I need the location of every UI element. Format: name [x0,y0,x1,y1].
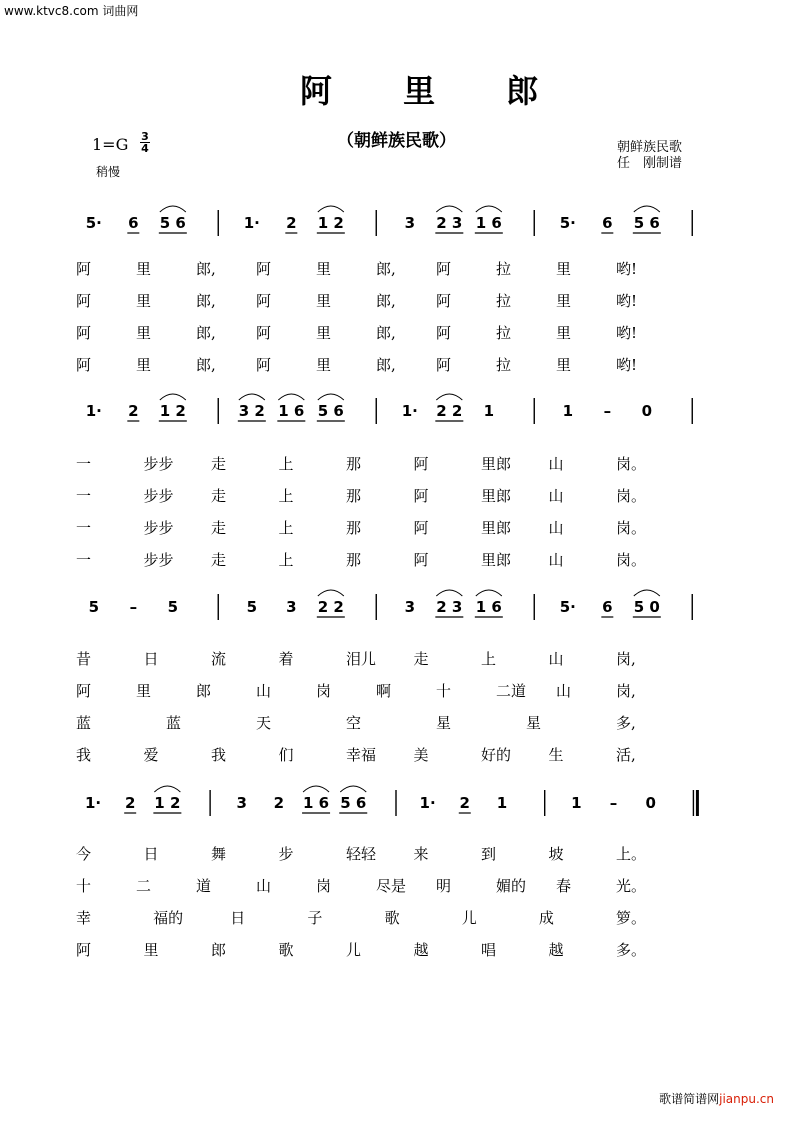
note-glyph: 5 6 [159,214,186,232]
lyric-word: 走 [413,650,429,668]
slur [476,206,502,212]
lyric-word: 郎, [196,292,216,310]
note-glyph: 1 6 [278,402,305,420]
slur [160,206,186,212]
lyric-word: 歌 [278,941,294,959]
note-glyph: 1· [84,794,102,812]
note-glyph: 2 3 [436,214,463,232]
lyric-word: 上 [481,650,497,668]
lyric-word: 坡 [548,845,564,863]
lyric-word: 我 [211,746,227,764]
note-glyph: 1· [419,794,436,812]
lyric-word: 里 [316,260,332,278]
footer-credit [659,1090,774,1107]
lyric-word: 步步 [143,551,174,569]
note-glyph: 1 [496,794,508,812]
note-glyph: 2 [459,794,470,812]
note-glyph: 2 2 [317,598,344,616]
lyric-word: 哟! [616,324,638,342]
note-glyph: 2 3 [436,598,463,616]
lyric-word: 十 [436,682,452,700]
lyric-word: 哟! [616,292,638,310]
slur [154,786,180,792]
lyric-word: 阿 [76,260,92,278]
lyric-word: 山 [256,682,272,700]
lyric-word: 阿 [76,292,92,310]
lyric-word: 岗 [316,682,332,700]
lyric-word: 山 [556,682,572,700]
lyric-word: 福的 [153,909,184,927]
lyric-word: 拉 [496,324,512,342]
lyric-word: 流 [211,650,227,668]
slur [239,394,265,400]
lyric-word: 哟! [616,260,638,278]
slur [476,590,502,596]
lyric-word: 多。 [616,941,647,959]
lyric-word: 阿 [436,356,452,374]
lyric-word: 阿 [256,260,272,278]
note-glyph: 5 [246,598,258,616]
lyric-word: 阿 [76,324,92,342]
note-glyph: 5 [88,598,100,616]
lyric-word: 媚的 [496,877,527,895]
lyric-word: 拉 [496,292,512,310]
lyric-word: 阿 [76,356,92,374]
lyric-word: 山 [548,551,564,569]
note-glyph: 2 [124,794,136,812]
lyric-word: 阿 [436,292,452,310]
lyric-word: 步步 [143,519,174,537]
slur [634,590,660,596]
note-glyph: 1 2 [317,214,344,232]
footer-site-url: jianpu.cn [719,1092,774,1106]
lyric-word: 昔 [76,650,92,668]
note-glyph: 3 [236,794,247,812]
song-subtitle: （朝鲜族民歌） [337,131,456,151]
note-glyph: 2 [286,214,297,232]
slur [318,206,344,212]
key-signature: 1=G [92,135,129,154]
lyric-word: 明 [436,877,452,895]
lyric-word: 二道 [496,682,527,700]
note-glyph: 1 6 [475,214,502,232]
lyric-word: 里 [316,292,332,310]
lyric-word: 子 [307,909,323,927]
note-glyph: 1 [483,402,495,420]
lyric-word: 阿 [76,682,92,700]
lyric-word: 岗。 [616,551,647,569]
lyric-word: 郎 [196,682,212,700]
note-glyph: 5 6 [340,794,367,812]
slur [318,590,344,596]
lyric-word: 里 [556,260,572,278]
lyric-word: 唱 [481,941,497,959]
lyric-word: 山 [548,487,564,505]
lyric-word: 美 [413,746,429,764]
lyric-word: 春 [556,877,572,895]
note-glyph: 5 0 [633,598,660,616]
lyric-word: 日 [143,650,159,668]
lyric-word: 那 [346,455,362,473]
slur [340,786,366,792]
note-glyph: – [609,794,618,812]
lyric-word: 幸 [76,909,92,927]
lyric-word: 岗, [616,682,636,700]
note-glyph: 1 2 [159,402,186,420]
lyric-word: 郎, [376,356,396,374]
lyric-word: 阿 [76,941,92,959]
lyric-word: 阿 [436,324,452,342]
note-glyph: 5 6 [317,402,344,420]
tempo-marking: 稍慢 [96,165,121,179]
lyric-word: 天 [256,714,272,732]
note-glyph: 1· [401,402,418,420]
lyric-word: 光。 [616,877,647,895]
lyric-word: 生 [548,746,564,764]
lyric-word: 十 [76,877,92,895]
lyric-word: 郎, [376,324,396,342]
lyric-word: 蓝 [166,714,182,732]
lyric-word: 尽是 [376,877,407,895]
lyric-word: 道 [196,877,212,895]
lyric-word: 岗 [316,877,332,895]
note-glyph: 2 [273,794,285,812]
note-glyph: 2 2 [436,402,463,420]
lyric-word: 上。 [616,845,647,863]
lyric-word: 里 [143,941,159,959]
lyric-word: 步步 [143,487,174,505]
lyric-word: 里 [316,356,332,374]
lyric-word: 一 [76,455,92,473]
lyric-word: 啊 [376,682,392,700]
lyric-word: 阿 [413,455,429,473]
lyric-word: 着 [278,650,294,668]
note-glyph: 3 [404,598,416,616]
lyric-word: 阿 [413,551,429,569]
note-glyph: – [129,598,138,616]
note-glyph: 5 6 [633,214,660,232]
lyric-word: 儿 [346,941,362,959]
lyric-word: 爱 [143,746,159,764]
lyric-word: 我 [76,746,92,764]
note-glyph: 2 [128,402,139,420]
note-glyph: 5· [559,214,576,232]
lyric-word: 上 [278,455,294,473]
lyric-word: 里郎 [481,455,512,473]
note-glyph: 3 [286,598,297,616]
note-glyph: 3 [404,214,416,232]
lyric-word: 阿 [256,292,272,310]
lyric-word: 里 [136,682,152,700]
slur [303,786,329,792]
note-glyph: 1 6 [475,598,502,616]
note-glyph: 1· [85,402,102,420]
note-glyph: 6 [602,214,613,232]
slur [436,394,462,400]
lyric-word: 箩。 [616,909,647,927]
lyric-word: 里 [136,356,152,374]
note-glyph: 0 [641,402,653,420]
lyric-word: 空 [346,714,362,732]
lyric-word: 星 [436,714,452,732]
lyric-word: 郎, [376,292,396,310]
lyric-word: 哟! [616,356,638,374]
note-glyph: 3 2 [238,402,265,420]
lyric-word: 歌 [384,909,400,927]
lyric-word: 儿 [461,909,477,927]
lyric-word: 阿 [436,260,452,278]
site-watermark: www.ktvc8.com 词曲网 [4,4,139,18]
slur [634,206,660,212]
lyric-word: 上 [278,487,294,505]
lyric-word: 山 [256,877,272,895]
lyric-word: 郎, [196,324,216,342]
note-glyph: – [603,402,612,420]
lyric-word: 幸福 [346,746,377,764]
lyric-word: 郎, [196,260,216,278]
time-signature-top: 3 [141,130,149,143]
note-glyph: 1· [243,214,260,232]
lyric-word: 阿 [256,324,272,342]
lyric-word: 走 [211,519,227,537]
lyric-word: 那 [346,487,362,505]
lyric-word: 岗, [616,650,636,668]
lyric-word: 里 [136,292,152,310]
lyric-word: 一 [76,519,92,537]
lyric-word: 郎, [196,356,216,374]
lyric-word: 二 [136,877,152,895]
note-glyph: 1 [571,794,582,812]
lyric-word: 里郎 [481,551,512,569]
note-glyph: 0 [645,794,656,812]
slur [278,394,304,400]
lyric-word: 今 [76,845,92,863]
lyric-word: 里郎 [481,487,512,505]
lyric-word: 阿 [256,356,272,374]
lyric-word: 舞 [211,845,227,863]
lyric-word: 活, [616,746,636,764]
lyric-word: 轻轻 [346,845,377,863]
slur [436,590,462,596]
slur [436,206,462,212]
lyric-word: 那 [346,519,362,537]
lyric-word: 里郎 [481,519,512,537]
lyric-word: 日 [143,845,159,863]
lyric-word: 走 [211,455,227,473]
lyric-word: 步 [278,845,294,863]
lyric-word: 那 [346,551,362,569]
lyric-word: 走 [211,487,227,505]
lyric-word: 蓝 [76,714,92,732]
lyric-word: 步步 [143,455,174,473]
credit-arranger: 任 刚制谱 [617,156,683,171]
lyric-word: 阿 [413,519,429,537]
lyric-word: 拉 [496,356,512,374]
lyric-word: 上 [278,519,294,537]
lyric-word: 里 [136,324,152,342]
lyric-word: 里 [136,260,152,278]
lyric-word: 岗。 [616,519,647,537]
lyric-word: 成 [538,909,554,927]
lyric-word: 山 [548,455,564,473]
lyric-word: 越 [413,941,429,959]
note-glyph: 1 [562,402,574,420]
slur [318,394,344,400]
lyric-word: 岗。 [616,455,647,473]
lyric-word: 一 [76,487,92,505]
note-glyph: 5 [167,598,179,616]
lyric-word: 山 [548,650,564,668]
song-title: 阿 里 郎 [300,72,569,110]
footer-site-name: 歌谱简谱网 [659,1092,720,1106]
lyric-word: 上 [278,551,294,569]
lyric-word: 郎 [211,941,227,959]
lyric-word: 们 [278,746,294,764]
note-glyph: 5· [559,598,576,616]
note-glyph: 6 [128,214,139,232]
lyric-word: 一 [76,551,92,569]
lyric-word: 泪儿 [346,650,377,668]
note-glyph: 1 6 [303,794,330,812]
lyric-word: 里 [556,292,572,310]
note-glyph: 5· [85,214,102,232]
note-glyph: 1 2 [154,794,181,812]
lyric-word: 阿 [413,487,429,505]
credit-origin: 朝鲜族民歌 [617,140,683,155]
lyric-word: 岗。 [616,487,647,505]
lyric-word: 郎, [376,260,396,278]
lyric-word: 星 [526,714,542,732]
note-glyph: 6 [602,598,613,616]
lyric-word: 越 [548,941,564,959]
lyric-word: 里 [556,356,572,374]
lyric-word: 里 [316,324,332,342]
lyric-word: 走 [211,551,227,569]
slur [160,394,186,400]
lyric-word: 里 [556,324,572,342]
lyric-word: 拉 [496,260,512,278]
lyric-word: 日 [230,909,246,927]
lyric-word: 好的 [481,746,512,764]
time-signature-bottom: 4 [141,142,149,155]
lyric-word: 来 [413,845,429,863]
lyric-word: 到 [481,845,497,863]
lyric-word: 山 [548,519,564,537]
lyric-word: 多, [616,714,636,732]
